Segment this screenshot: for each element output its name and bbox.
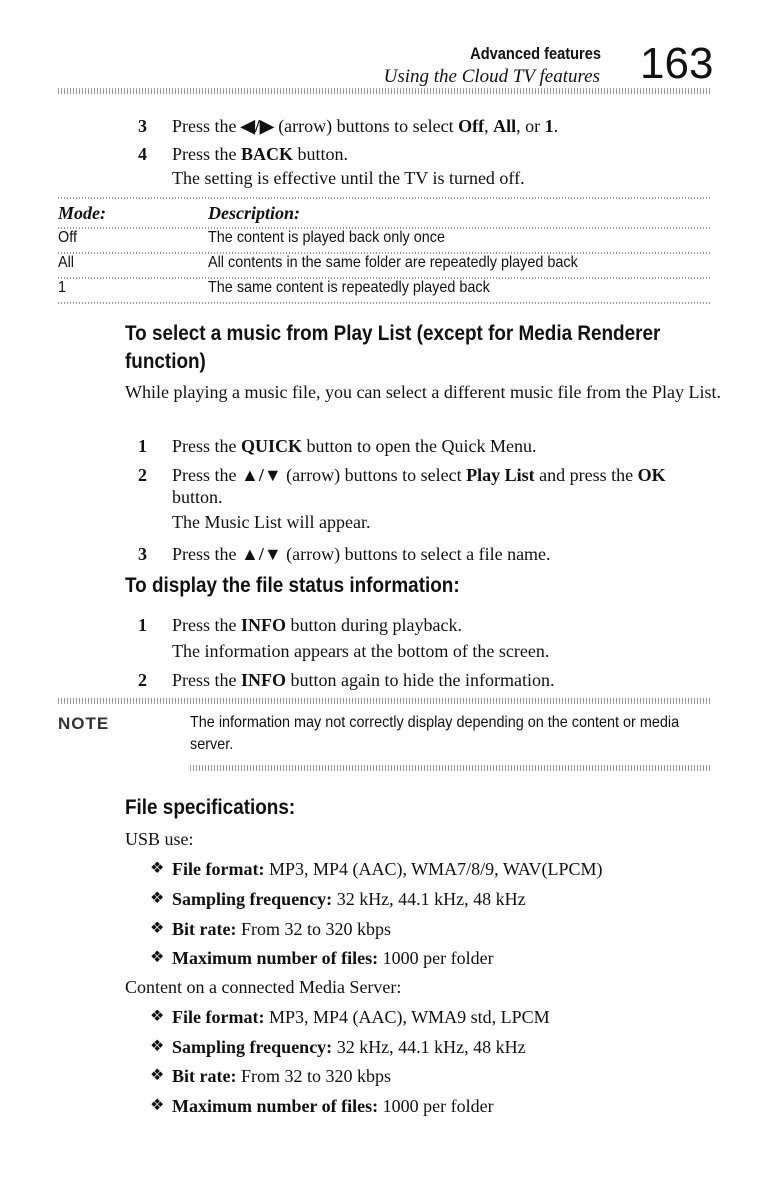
diamond-bullet-icon: ❖ [150, 949, 165, 966]
mode-off-description: The content is played back only once [208, 229, 445, 246]
diamond-bullet-icon: ❖ [150, 860, 165, 877]
playlist-heading: To select a music from Play List (except for Media Renderer function) [125, 322, 661, 373]
step-text: Press the INFO button again to hide the information. [172, 670, 555, 690]
note-bottom-rule [190, 765, 712, 771]
up-down-arrow-icon: ▲/▼ [241, 544, 282, 564]
mode-all-description: All contents in the same folder are repeatedly played back [208, 254, 578, 271]
table-bottom-rule [58, 302, 712, 304]
diamond-bullet-icon: ❖ [150, 890, 165, 907]
step-number: 4 [138, 144, 147, 164]
media-server-label: Content on a connected Media Server: [125, 977, 402, 997]
note-text: The information may not correctly display depending on the content or media server. [190, 714, 680, 753]
note-top-rule [58, 698, 712, 704]
diamond-bullet-icon: ❖ [150, 1097, 165, 1114]
note-label: NOTE [58, 714, 110, 733]
step-number: 1 [138, 436, 147, 456]
mode-all: All [58, 254, 75, 271]
header-rule [58, 88, 712, 94]
section-title: Advanced features [470, 44, 601, 63]
step-text: Press the ◀/▶ (arrow) buttons to select Off, All, or 1. [172, 116, 559, 136]
table-top-rule [58, 197, 712, 199]
mode-1-description: The same content is repeatedly played back [208, 279, 490, 296]
left-right-arrow-icon: ◀/▶ [241, 116, 274, 136]
file-status-heading: To display the file status information: [125, 574, 460, 597]
step-number: 1 [138, 615, 147, 635]
step-text: Press the QUICK button to open the Quick Menu. [172, 436, 537, 456]
playlist-intro: While playing a music file, you can select a different music file from the Play List. [125, 382, 721, 402]
page-number: 163 [640, 39, 714, 88]
mode-off: Off [58, 229, 77, 246]
step-text: Press the INFO button during playback. [172, 615, 462, 635]
description-column-header: Description: [208, 203, 300, 223]
file-specs-heading: File specifications: [125, 796, 296, 819]
diamond-bullet-icon: ❖ [150, 1038, 165, 1055]
step-number: 3 [138, 116, 147, 136]
step-text: Press the ▲/▼ (arrow) buttons to select a file name. [172, 544, 551, 564]
diamond-bullet-icon: ❖ [150, 920, 165, 937]
step-number: 2 [138, 670, 147, 690]
setting-effective-note: The setting is effective until the TV is turned off. [172, 168, 525, 188]
mode-column-header: Mode: [58, 203, 106, 223]
step-number: 3 [138, 544, 147, 564]
music-list-result: The Music List will appear. [172, 512, 371, 532]
section-subtitle: Using the Cloud TV features [383, 66, 600, 87]
diamond-bullet-icon: ❖ [150, 1008, 165, 1025]
step-number: 2 [138, 465, 147, 485]
usb-use-label: USB use: [125, 829, 194, 849]
step-text: Press the BACK button. [172, 144, 349, 164]
up-down-arrow-icon: ▲/▼ [241, 465, 282, 485]
diamond-bullet-icon: ❖ [150, 1067, 165, 1084]
mode-1: 1 [58, 279, 67, 296]
step-text: Press the ▲/▼ (arrow) buttons to select Play List and press the OK button. [172, 465, 666, 507]
info-result: The information appears at the bottom of the screen. [172, 641, 550, 661]
